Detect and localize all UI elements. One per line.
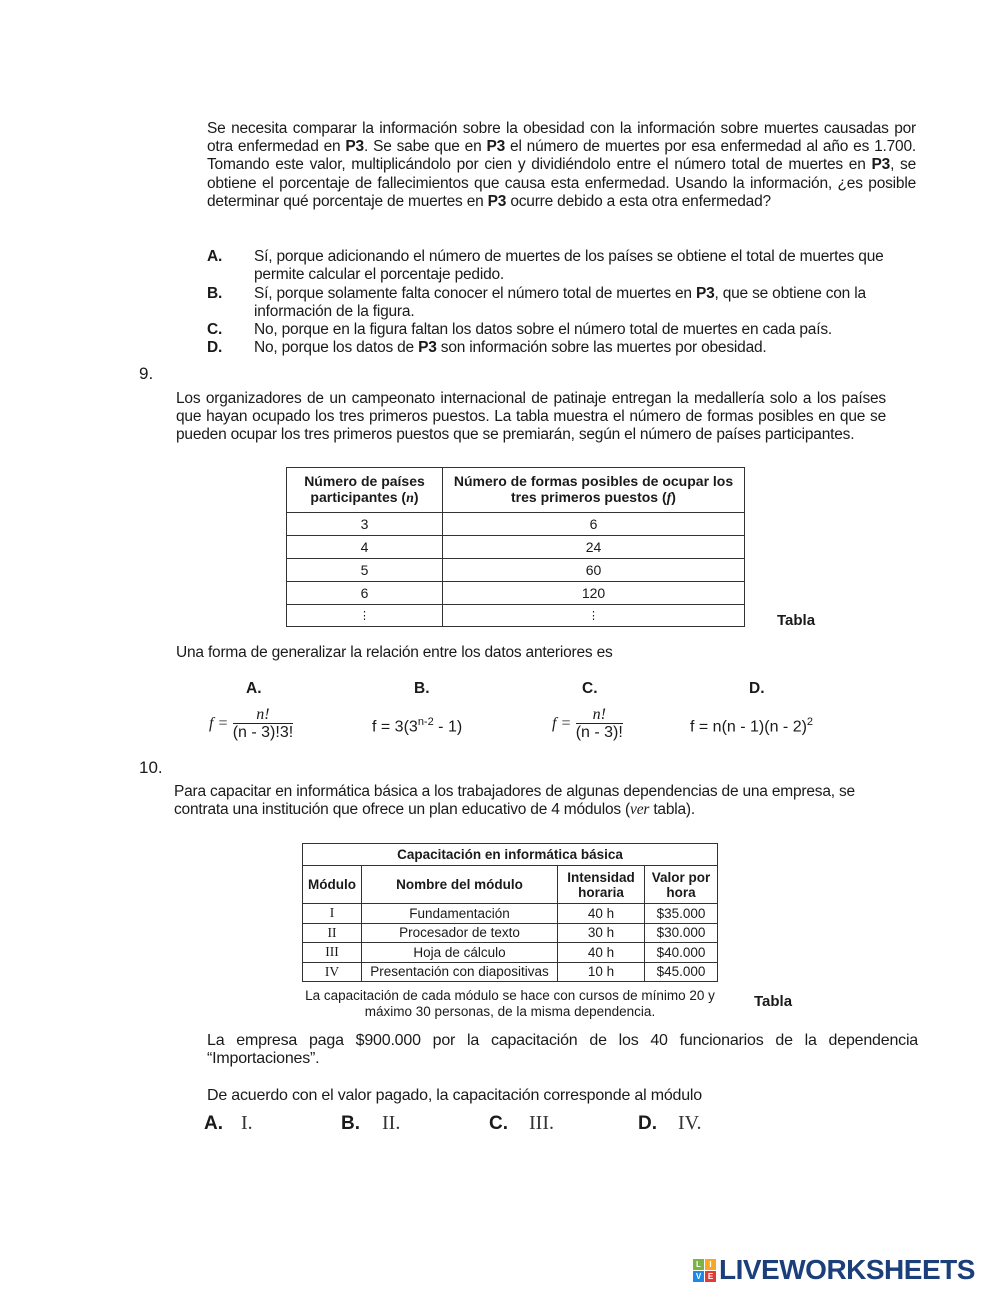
p3-label: P3 (695, 285, 715, 302)
q10-option-b[interactable] (341, 1112, 400, 1135)
option-text (254, 339, 917, 357)
cell: III (303, 943, 362, 963)
text: Para capacitar en informática básica a los trabajadores de algunas dependencias de una empresa, se contrata una institución que ofrece un plan educativo de 4 módulos ( (174, 783, 855, 819)
option-letter: B. (207, 285, 223, 302)
cell: ⋮ (287, 605, 443, 627)
q8-option-c[interactable] (207, 321, 917, 339)
text: f (666, 491, 672, 506)
text: f = (552, 715, 572, 733)
q10-table-caption: Tabla (754, 993, 793, 1010)
table-row (287, 605, 745, 627)
numerator: n! (576, 707, 623, 724)
cell: Presentación con diapositivas (362, 962, 558, 982)
option-letter: B. (341, 1113, 360, 1134)
text: ver (630, 801, 650, 819)
fraction (576, 707, 623, 741)
option-letter: A. (204, 1113, 223, 1134)
q10-prompt: De acuerdo con el valor pagado, la capacitación corresponde al módulo (207, 1087, 702, 1104)
text: Número de países participantes ( (304, 473, 425, 505)
p3-label: P3 (418, 339, 437, 356)
header-price: Valor por hora (645, 866, 718, 904)
cell: Hoja de cálculo (362, 943, 558, 963)
q9-option-d-formula[interactable] (690, 716, 813, 736)
q8-option-d[interactable] (207, 339, 917, 357)
q10-option-c[interactable] (489, 1112, 554, 1135)
text: n (406, 491, 414, 506)
text: . Se sabe que en (363, 138, 487, 156)
numerator: n! (233, 707, 293, 724)
cell: II (303, 923, 362, 943)
table-row (287, 513, 745, 536)
table-row (303, 923, 718, 943)
q9-option-b-formula[interactable] (372, 716, 462, 736)
q10-stem (174, 783, 890, 819)
option-text (254, 285, 917, 321)
text: f = n(n - 1)(n - 2) (690, 718, 807, 736)
header-ways (443, 468, 745, 513)
text: Se necesita comparar la información sobre la obesidad con la información sobre muertes causadas por otra enfermedad en (207, 120, 916, 156)
cell: 4 (287, 536, 443, 559)
text: el número de muertes por esa enfermedad al año es 1.700. Tomando este valor, multiplicándolo por cien y dividiéndolo entre el número total de muertes en (207, 138, 916, 174)
table-title: Capacitación en informática básica (303, 844, 718, 866)
text: , se obtiene el porcentaje de fallecimientos que causa esta enfermedad. Usando la información, ¿es posible determinar qué porcentaje de muertes en (207, 156, 916, 210)
text: Sí, porque solamente falta conocer el número total de muertes en (254, 285, 696, 302)
text: f = (209, 715, 229, 733)
cell: 6 (443, 513, 745, 536)
option-letter: C. (489, 1113, 508, 1134)
option-letter: C. (207, 321, 223, 338)
table-row (287, 536, 745, 559)
q9-stem: Los organizadores de un campeonato internacional de patinaje entregan la medallería solo a los países que hayan ocupado los tres primeros puestos. La tabla muestra el número de formas posibles en que se pueden ocupar los tres primeros puestos que se premiarán, según el número de países participantes. (176, 390, 886, 444)
q10-statement: La empresa paga $900.000 por la capacitación de los 40 funcionarios de la dependencia “Importaciones”. (207, 1032, 918, 1068)
table-row (303, 904, 718, 924)
text: ) (671, 489, 676, 505)
q8-stem (207, 120, 916, 211)
table-row (303, 943, 718, 963)
tile: I (705, 1259, 716, 1270)
p3-label: P3 (486, 138, 506, 156)
option-letter: D. (638, 1113, 657, 1134)
p3-label: P3 (487, 192, 507, 210)
option-letter: A. (207, 248, 223, 265)
q9-option-c-letter: C. (582, 680, 598, 697)
cell: 120 (443, 582, 745, 605)
text: - 1) (433, 718, 463, 736)
option-text: No, porque en la figura faltan los datos sobre el número total de muertes en cada país. (254, 321, 832, 338)
option-value: III. (529, 1112, 554, 1134)
cell: 5 (287, 559, 443, 582)
option-value: II. (382, 1112, 401, 1134)
table-row (287, 582, 745, 605)
text: f = 3(3 (372, 718, 418, 736)
cell: I (303, 904, 362, 924)
q9-prompt: Una forma de generalizar la relación entre los datos anteriores es (176, 644, 613, 661)
exponent: n-2 (417, 716, 434, 728)
cell: $30.000 (645, 923, 718, 943)
header-name: Nombre del módulo (362, 866, 558, 904)
logo-text: LIVEWORKSHEETS (719, 1254, 975, 1285)
cell: 10 h (558, 962, 645, 982)
cell: 60 (443, 559, 745, 582)
q9-option-c-formula[interactable] (552, 707, 623, 741)
text: , que se obtiene con la información de la figura. (254, 285, 866, 321)
q10-option-a[interactable] (204, 1112, 253, 1135)
tile: V (693, 1271, 704, 1282)
cell: 40 h (558, 904, 645, 924)
cell: $45.000 (645, 962, 718, 982)
q9-option-a-letter: A. (246, 680, 262, 697)
q9-option-d-letter: D. (749, 680, 765, 697)
q10-number: 10. (139, 758, 163, 777)
p3-label: P3 (345, 138, 364, 156)
text: ocurre debido a esta otra enfermedad? (506, 192, 771, 210)
q10-option-d[interactable] (638, 1112, 702, 1135)
header-module: Módulo (303, 866, 362, 904)
text: ) (413, 489, 419, 505)
q10-table-note: La capacitación de cada módulo se hace con cursos de mínimo 20 y máximo 30 personas, de la misma dependencia. (305, 988, 715, 1019)
exponent: 2 (806, 716, 814, 728)
q8-option-b[interactable] (207, 285, 917, 321)
option-value: IV. (678, 1112, 702, 1134)
cell: IV (303, 962, 362, 982)
table-row (303, 962, 718, 982)
cell: $35.000 (645, 904, 718, 924)
header-hours: Intensidad horaria (558, 866, 645, 904)
q10-table (302, 843, 718, 982)
q9-table (286, 467, 745, 627)
cell: 24 (443, 536, 745, 559)
logo-tiles-icon (693, 1259, 716, 1282)
denominator: (n - 3)! (575, 724, 623, 741)
cell: Fundamentación (362, 904, 558, 924)
header-countries (287, 468, 443, 513)
p3-label: P3 (871, 156, 891, 174)
liveworksheets-logo[interactable] (693, 1256, 975, 1284)
q9-option-a-formula[interactable] (209, 707, 293, 741)
cell: ⋮ (443, 605, 745, 627)
tile: E (705, 1271, 716, 1282)
cell: 6 (287, 582, 443, 605)
text: Número de formas posibles de ocupar los tres primeros puestos ( (453, 473, 734, 505)
cell: Procesador de texto (362, 923, 558, 943)
cell: $40.000 (645, 943, 718, 963)
text: tabla). (649, 801, 696, 819)
text: No, porque los datos de (254, 339, 419, 356)
cell: 30 h (558, 923, 645, 943)
q9-option-b-letter: B. (414, 680, 430, 697)
option-letter: D. (207, 339, 223, 356)
tile: L (693, 1259, 704, 1270)
denominator: (n - 3)!3! (232, 724, 294, 741)
q8-option-a[interactable] (207, 248, 917, 284)
option-value: I. (241, 1112, 253, 1134)
option-text: Sí, porque adicionando el número de muertes de los países se obtiene el total de muertes que permite calcular el porcentaje pedido. (254, 248, 884, 284)
cell: 3 (287, 513, 443, 536)
cell: 40 h (558, 943, 645, 963)
q9-table-caption: Tabla (777, 612, 816, 629)
text: son información sobre las muertes por obesidad. (436, 339, 767, 356)
fraction (233, 707, 293, 741)
q9-number: 9. (139, 364, 154, 383)
table-row (287, 559, 745, 582)
